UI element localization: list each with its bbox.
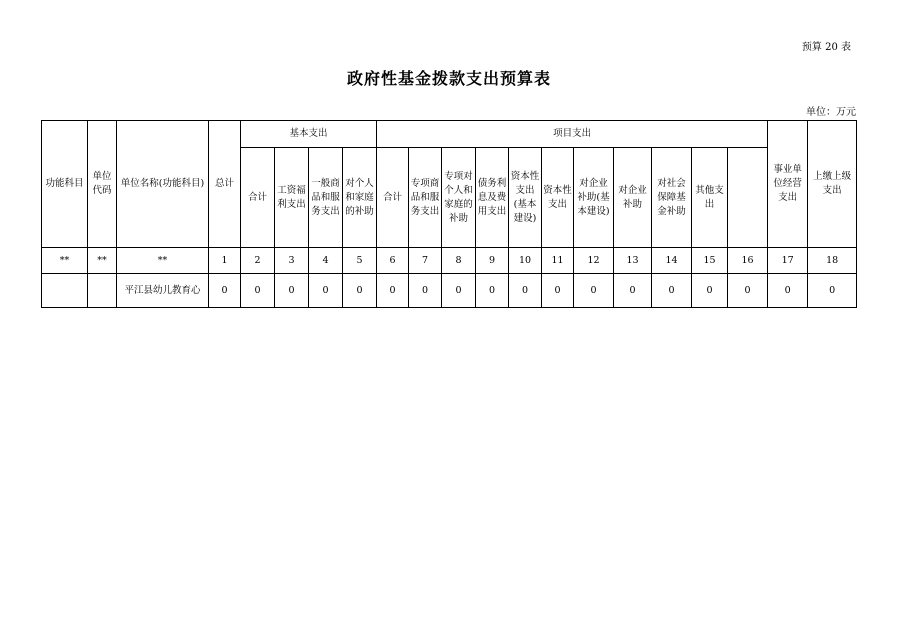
cell-value: 0: [476, 274, 509, 308]
index-cell: 14: [652, 248, 692, 274]
index-cell: 12: [574, 248, 614, 274]
index-row: [42, 248, 857, 274]
cell-value: 0: [442, 274, 476, 308]
header-unit-name: 单位名称(功能科目): [117, 121, 209, 248]
cell-value: 0: [343, 274, 377, 308]
cell-value: 0: [209, 274, 241, 308]
cell-value: 0: [241, 274, 275, 308]
header-social: 对社会保障基金补助: [652, 148, 692, 248]
index-cell: 2: [241, 248, 275, 274]
header-basic-total: 合计: [241, 148, 275, 248]
header-upper: 上缴上级支出: [808, 121, 857, 248]
header-enterprise-basic: 对企业补助(基本建设): [574, 148, 614, 248]
cell-unit-name: 平江县幼儿教育心: [117, 274, 209, 308]
index-cell: 4: [309, 248, 343, 274]
header-capital: 资本性支出: [542, 148, 574, 248]
cell-value: 0: [574, 274, 614, 308]
header-enterprise: 对企业补助: [614, 148, 652, 248]
form-number: 预算 20 表: [801, 42, 851, 53]
index-cell: 3: [275, 248, 309, 274]
header-total: 总计: [209, 121, 241, 248]
index-cell: **: [117, 248, 209, 274]
cell-value: 0: [309, 274, 343, 308]
cell-value: 0: [409, 274, 442, 308]
unit-label: 单位：万元: [806, 107, 856, 118]
cell-value: 0: [509, 274, 542, 308]
table-row: [42, 274, 857, 308]
index-cell: **: [88, 248, 117, 274]
header-basic-expense: 基本支出: [241, 121, 377, 148]
header-goods: 一般商品和服务支出: [309, 148, 343, 248]
cell-value: 0: [542, 274, 574, 308]
index-cell: 7: [409, 248, 442, 274]
cell-value: 0: [614, 274, 652, 308]
cell-value: 0: [728, 274, 768, 308]
index-cell: 15: [692, 248, 728, 274]
budget-table: [41, 120, 857, 308]
header-other: 其他支出: [692, 148, 728, 248]
cell-value: 0: [377, 274, 409, 308]
cell-value: 0: [652, 274, 692, 308]
header-operation: 事业单位经营支出: [768, 121, 808, 248]
cell-func-subject: [42, 274, 88, 308]
index-cell: 9: [476, 248, 509, 274]
cell-value: 0: [275, 274, 309, 308]
cell-value: 0: [768, 274, 808, 308]
header-capital-basic: 资本性支出(基本建设): [509, 148, 542, 248]
index-cell: 11: [542, 248, 574, 274]
index-cell: 16: [728, 248, 768, 274]
cell-unit-code: [88, 274, 117, 308]
header-special-personal: 专项对个人和家庭的补助: [442, 148, 476, 248]
index-cell: 17: [768, 248, 808, 274]
header-personal: 对个人和家庭的补助: [343, 148, 377, 248]
header-project-total: 合计: [377, 148, 409, 248]
header-unit-code: 单位代码: [88, 121, 117, 248]
header-wage: 工资福利支出: [275, 148, 309, 248]
header-project-expense: 项目支出: [377, 121, 768, 148]
page-title: 政府性基金拨款支出预算表: [346, 69, 551, 88]
index-cell: 8: [442, 248, 476, 274]
index-cell: **: [42, 248, 88, 274]
header-debt: 债务利息及费用支出: [476, 148, 509, 248]
header-special-goods: 专项商品和服务支出: [409, 148, 442, 248]
index-cell: 18: [808, 248, 857, 274]
index-cell: 13: [614, 248, 652, 274]
header-func-subject: 功能科目: [42, 121, 88, 248]
index-cell: 5: [343, 248, 377, 274]
cell-value: 0: [692, 274, 728, 308]
index-cell: 6: [377, 248, 409, 274]
index-cell: 1: [209, 248, 241, 274]
index-cell: 10: [509, 248, 542, 274]
cell-value: 0: [808, 274, 857, 308]
